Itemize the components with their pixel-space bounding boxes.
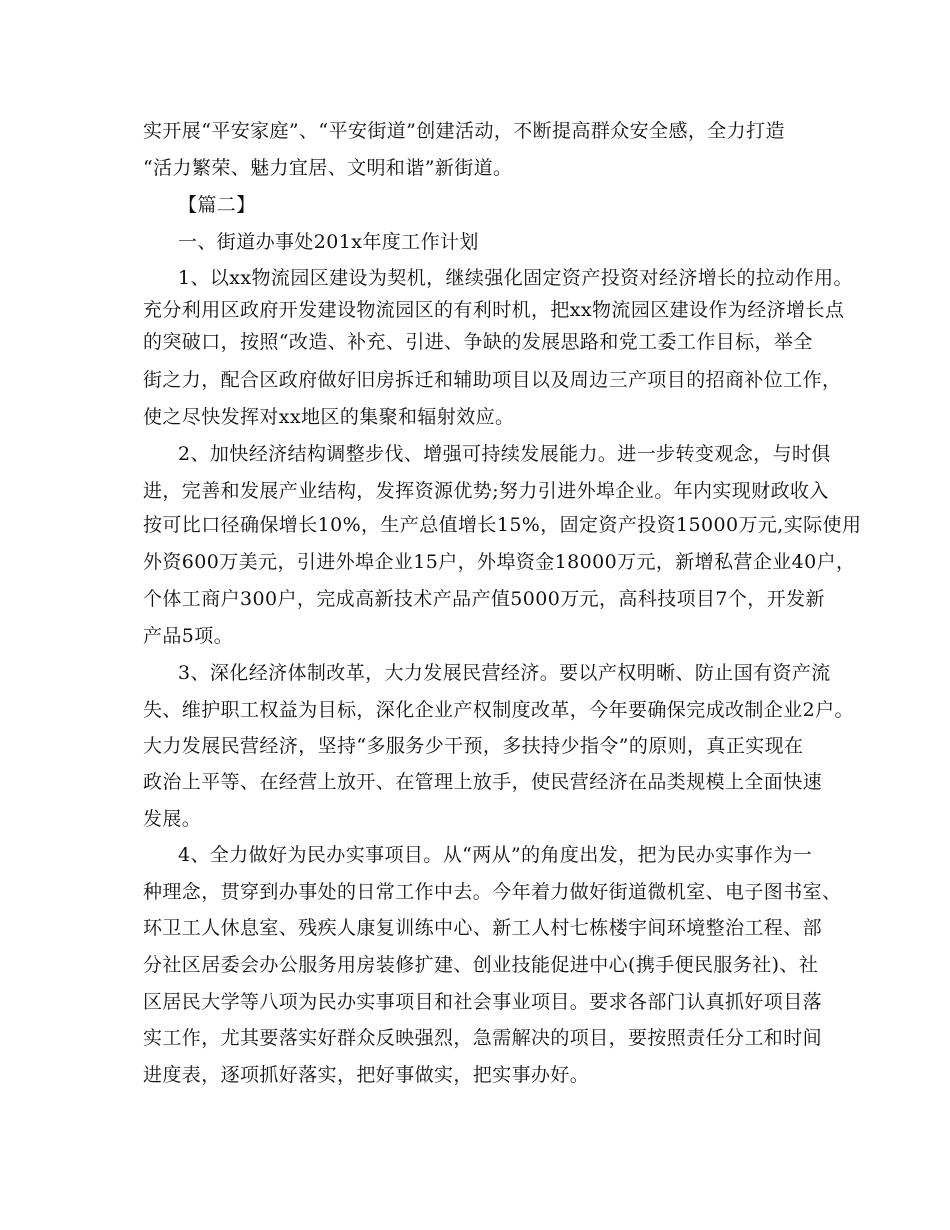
paragraph-4-start: 4、全力做好为民办实事项目。从“两从”的角度出发，把为民办实事作为一 bbox=[178, 844, 813, 866]
paragraph-2-start: 2、加快经济结构调整步伐、增强可持续发展能力。进一步转变观念，与时俱 bbox=[178, 443, 831, 465]
text-line: 街之力，配合区政府做好旧房拆迁和辅助项目以及周边三产项目的招商补位工作， bbox=[143, 369, 842, 391]
text-line: 大力发展民营经济，坚持“多服务少干预，多扶持少指令”的原则，真正实现在 bbox=[143, 735, 804, 757]
paragraph-1-start: 1、以xx物流园区建设为契机，继续强化固定资产投资对经济增长的拉动作用。 bbox=[178, 267, 853, 289]
text-line: 环卫工人休息室、残疾人康复训练中心、新工人村七栋楼宇间环境整治工程、部 bbox=[143, 917, 823, 939]
text-line: “活力繁荣、魅力宜居、文明和谐”新街道。 bbox=[143, 157, 513, 179]
text-line: 个体工商户300户，完成高新技术产品产值5000万元，高科技项目7个，开发新 bbox=[143, 588, 825, 610]
text-line: 分社区居委会办公服务用房装修扩建、创业技能促进中心(携手便民服务社)、社 bbox=[143, 954, 819, 976]
text-line: 进度表，逐项抓好落实，把好事做实，把实事办好。 bbox=[143, 1064, 590, 1086]
text-line: 实开展“平安家庭”、“平安街道”创建活动，不断提高群众安全感，全力打造 bbox=[143, 120, 785, 142]
text-line: 产品5项。 bbox=[143, 625, 234, 647]
text-line: 种理念，贯穿到办事处的日常工作中去。今年着力做好街道微机室、电子图书室、 bbox=[143, 881, 842, 903]
text-line: 进，完善和发展产业结构，发挥资源优势;努力引进外埠企业。年内实现财政收入 bbox=[143, 480, 829, 502]
text-line: 政治上平等、在经营上放开、在管理上放手，使民营经济在品类规模上全面快速 bbox=[143, 771, 823, 793]
section-heading: 【篇二】 bbox=[178, 194, 256, 216]
text-line: 按可比口径确保增长10%，生产总值增长15%，固定资产投资15000万元,实际使用 bbox=[143, 514, 862, 536]
paragraph-3-start: 3、深化经济体制改革，大力发展民营经济。要以产权明晰、防止国有资产流 bbox=[178, 662, 831, 684]
text-line: 区居民大学等八项为民办实事项目和社会事业项目。要求各部门认真抓好项目落 bbox=[143, 991, 823, 1013]
text-line: 的突破口，按照“改造、补充、引进、争缺的发展思路和党工委工作目标，举全 bbox=[143, 331, 813, 353]
text-line: 使之尽快发挥对xx地区的集聚和辐射效应。 bbox=[143, 406, 515, 428]
text-line: 充分利用区政府开发建设物流园区的有利时机，把xx物流园区建设作为经济增长点 bbox=[143, 299, 845, 321]
text-line: 实工作，尤其要落实好群众反映强烈，急需解决的项目，要按照责任分工和时间 bbox=[143, 1027, 823, 1049]
text-line: 外资600万美元，引进外埠企业15户，外埠资金18000万元，新增私营企业40户， bbox=[143, 551, 856, 573]
plan-title: 一、街道办事处201x年度工作计划 bbox=[178, 231, 479, 253]
text-line: 失、维护职工权益为目标，深化企业产权制度改革，今年要确保完成改制企业2户。 bbox=[143, 699, 854, 721]
text-line: 发展。 bbox=[143, 808, 202, 830]
